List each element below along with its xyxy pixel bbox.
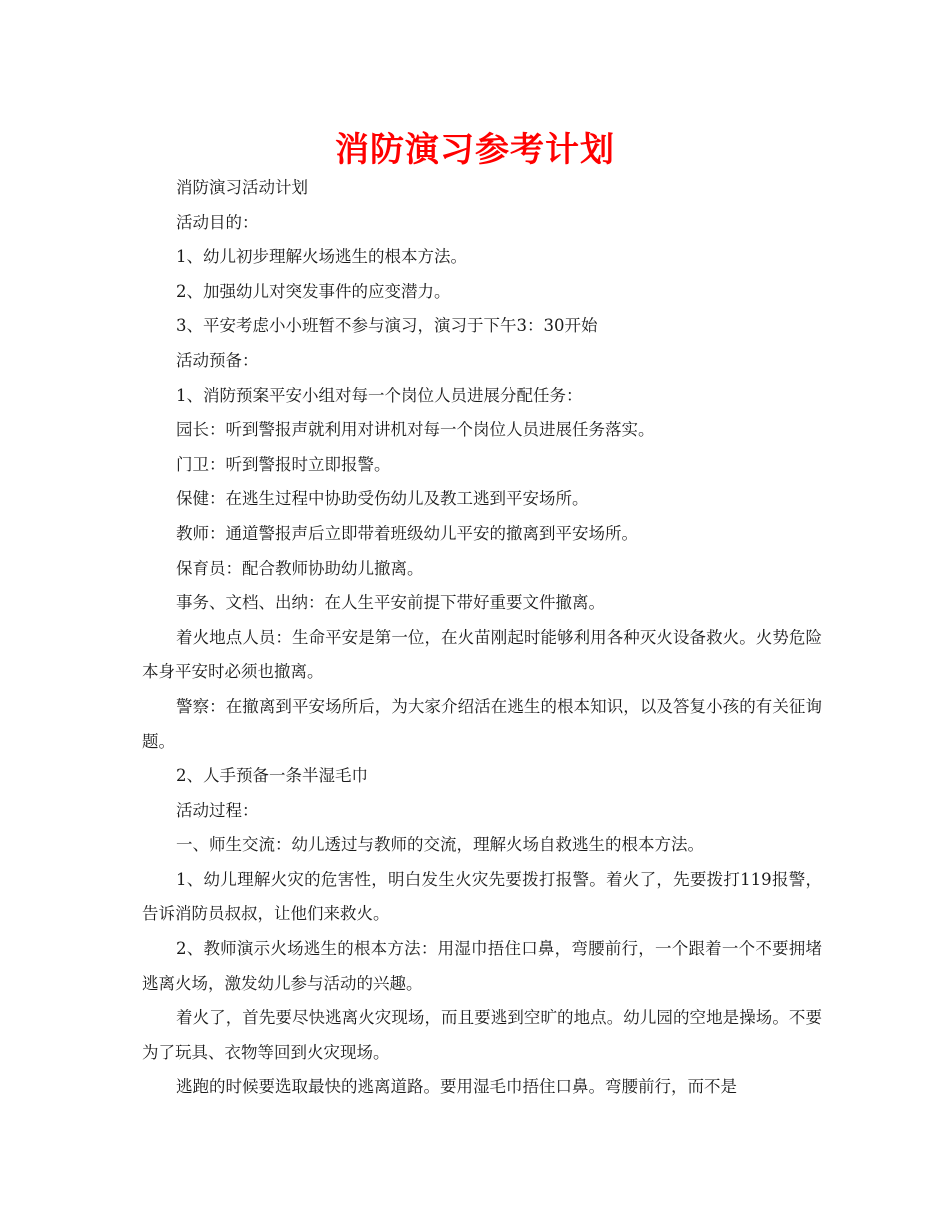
paragraph: 1、幼儿理解火灾的危害性，明白发生火灾先要拨打报警。着火了，先要拨打119报警，告诉消防员叔叔，让他们来救火。 (142, 869, 822, 924)
paragraph: 警察：在撤离到平安场所后，为大家介绍活在逃生的根本知识，以及答复小孩的有关征询题。 (142, 696, 822, 751)
paragraph: 保健：在逃生过程中协助受伤幼儿及教工逃到平安场所。 (176, 489, 589, 509)
paragraph: 活动过程： (176, 800, 259, 820)
paragraph: 活动预备： (176, 350, 259, 370)
paragraph: 事务、文档、出纳：在人生平安前提下带好重要文件撤离。 (176, 593, 605, 613)
document-body (142, 171, 822, 1105)
document-title: 消防演习参考计划 (335, 130, 615, 170)
paragraph: 消防演习活动计划 (176, 178, 308, 197)
paragraph: 3、平安考虑小小班暂不参与演习，演习于下午3：30开始 (176, 316, 598, 336)
paragraph: 1、消防预案平安小组对每一个岗位人员进展分配任务： (176, 385, 583, 405)
paragraph: 着火了，首先要尽快逃离火灾现场，而且要逃到空旷的地点。幼儿园的空地是操场。不要为了玩具、衣物等回到火灾现场。 (142, 1008, 822, 1062)
paragraph: 2、人手预备一条半湿毛巾 (176, 766, 368, 786)
paragraph: 教师：通道警报声后立即带着班级幼儿平安的撤离到平安场所。 (176, 523, 638, 543)
paragraph: 园长：听到警报声就利用对讲机对每一个岗位人员进展任务落实。 (176, 420, 655, 440)
paragraph: 2、教师演示火场逃生的根本方法：用湿巾捂住口鼻，弯腰前行，一个跟着一个不要拥堵逃离火场，激发幼儿参与活动的兴趣。 (142, 939, 822, 993)
paragraph: 2、加强幼儿对突发事件的应变潜力。 (176, 281, 451, 301)
paragraph: 活动目的： (176, 212, 259, 232)
paragraph: 门卫：听到警报时立即报警。 (176, 454, 391, 474)
paragraph: 逃跑的时候要选取最快的逃离道路。要用湿毛巾捂住口鼻。弯腰前行，而不是 (176, 1077, 737, 1097)
paragraph: 1、幼儿初步理解火场逃生的根本方法。 (176, 247, 467, 267)
paragraph: 着火地点人员：生命平安是第一位，在火苗刚起时能够利用各种灭火设备救火。火势危险本身平安时必须也撤离。 (142, 627, 822, 682)
paragraph: 保育员：配合教师协助幼儿撤离。 (176, 558, 424, 578)
paragraph: 一、师生交流：幼儿透过与教师的交流，理解火场自救逃生的根本方法。 (176, 835, 704, 855)
